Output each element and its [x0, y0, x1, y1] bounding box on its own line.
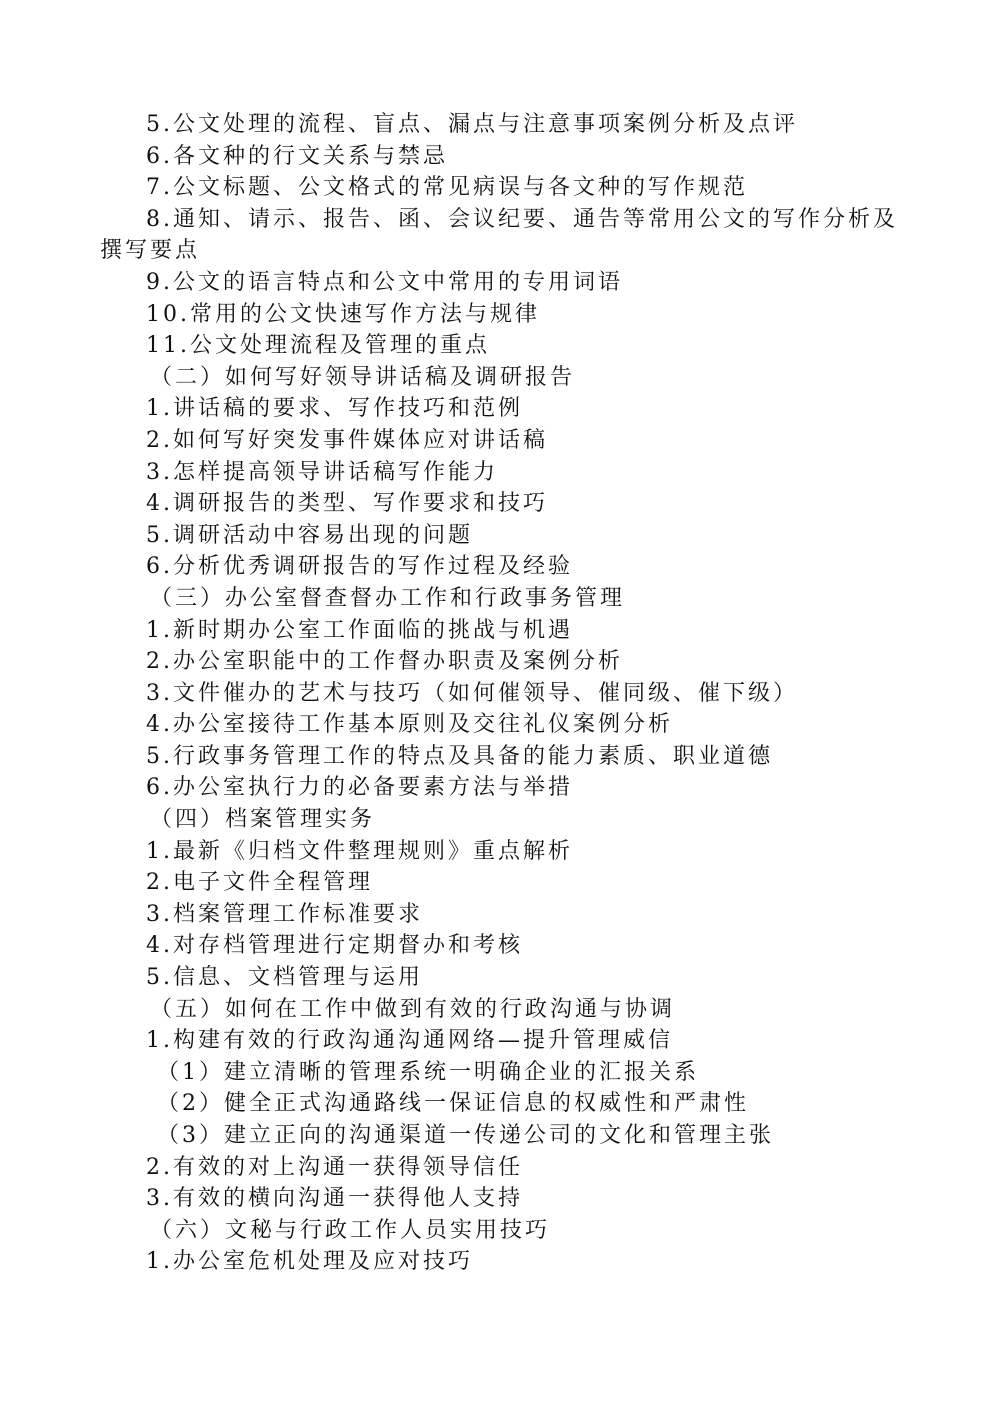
list-item: 1.构建有效的行政沟通沟通网络—提升管理威信 [146, 1028, 673, 1054]
list-item: 1.新时期办公室工作面临的挑战与机遇 [146, 617, 573, 643]
list-item: 3.档案管理工作标准要求 [146, 901, 423, 927]
list-item: 3.怎样提高领导讲话稿写作能力 [146, 459, 498, 485]
list-item: 5.调研活动中容易出现的问题 [146, 522, 473, 548]
list-item: 3.文件催办的艺术与技巧（如何催领导、催同级、催下级） [146, 680, 798, 706]
list-item: 1.办公室危机处理及应对技巧 [146, 1249, 473, 1275]
section-heading: （五）如何在工作中做到有效的行政沟通与协调 [150, 996, 676, 1022]
sub-list-item: （3）建立正向的沟通渠道一传递公司的文化和管理主张 [157, 1123, 774, 1148]
sub-list-item: （2）健全正式沟通路线一保证信息的权威性和严肃性 [157, 1091, 749, 1117]
list-item: 10.常用的公文快速写作方法与规律 [146, 301, 540, 327]
list-item: 5.信息、文档管理与运用 [146, 965, 423, 991]
document-body [100, 109, 900, 1278]
list-item: 4.对存档管理进行定期督办和考核 [146, 933, 523, 959]
sub-list-item: （1）建立清晰的管理系统一明确企业的汇报关系 [157, 1059, 699, 1085]
list-item: 4.办公室接待工作基本原则及交往礼仪案例分析 [146, 712, 673, 738]
section-heading: （四）档案管理实务 [150, 807, 376, 833]
list-item: 6.分析优秀调研报告的写作过程及经验 [146, 554, 573, 580]
list-item: 2.有效的对上沟通一获得领导信任 [146, 1154, 523, 1180]
list-item: 5.公文处理的流程、盲点、漏点与注意事项案例分析及点评 [146, 112, 798, 137]
list-item: 1.最新《归档文件整理规则》重点解析 [146, 838, 573, 864]
list-item: 11.公文处理流程及管理的重点 [146, 333, 490, 359]
list-item: 6.各文种的行文关系与禁忌 [146, 143, 448, 169]
list-item: 8.通知、请示、报告、函、会议纪要、通告等常用公文的写作分析及 [146, 206, 898, 232]
list-item: 2.电子文件全程管理 [146, 870, 373, 896]
list-item: 3.有效的横向沟通一获得他人支持 [146, 1186, 523, 1212]
section-heading: （六）文秘与行政工作人员实用技巧 [150, 1217, 551, 1243]
list-item: 9.公文的语言特点和公文中常用的专用词语 [146, 269, 623, 295]
section-heading: （三）办公室督查督办工作和行政事务管理 [150, 585, 626, 611]
list-item: 4.调研报告的类型、写作要求和技巧 [146, 491, 548, 517]
section-heading: （二）如何写好领导讲话稿及调研报告 [150, 364, 576, 390]
list-item: 2.如何写好突发事件媒体应对讲话稿 [146, 427, 548, 453]
list-item: 2.办公室职能中的工作督办职责及案例分析 [146, 649, 623, 675]
list-item: 1.讲话稿的要求、写作技巧和范例 [146, 396, 523, 422]
list-item: 6.办公室执行力的必备要素方法与举措 [146, 775, 573, 801]
list-item-continuation: 撰写要点 [100, 238, 201, 264]
list-item: 7.公文标题、公文格式的常见病误与各文种的写作规范 [146, 175, 748, 201]
list-item: 5.行政事务管理工作的特点及具备的能力素质、职业道德 [146, 743, 773, 769]
